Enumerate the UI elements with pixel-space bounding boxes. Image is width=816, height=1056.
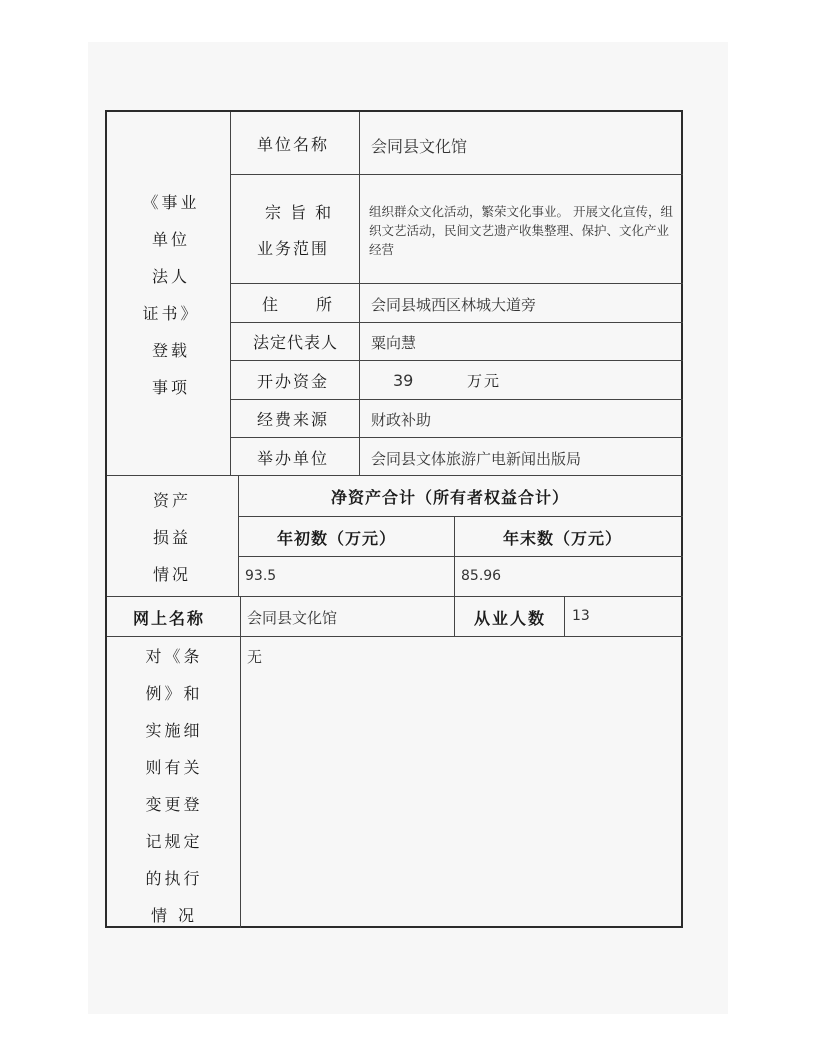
online-name-value: 会同县文化馆: [247, 609, 338, 627]
label-line: 事项: [151, 378, 190, 397]
divider: [240, 596, 241, 636]
divider: [240, 636, 241, 928]
capital-amount: 39: [393, 371, 414, 390]
divider: [230, 112, 231, 475]
label-line: 情 况: [150, 906, 198, 925]
purpose-value: 组织群众文化活动，繁荣文化事业。 开展文化宣传，组织文艺活动，民间文艺遗产收集整理、保护、文化产业经营: [369, 204, 673, 257]
label-line: 则有关: [145, 758, 203, 777]
divider: [230, 437, 683, 438]
divider: [238, 556, 683, 557]
label-line: 单位: [151, 230, 190, 249]
purpose-label-line1: 宗 旨 和: [265, 203, 334, 222]
divider: [238, 475, 239, 596]
begin-year-label: 年初数（万元）: [277, 529, 397, 548]
label-line: 变更登: [145, 795, 203, 814]
label-line: 的执行: [145, 869, 203, 888]
label-line: 情况: [152, 565, 191, 584]
divider: [107, 475, 683, 476]
funding-label: 经费来源: [257, 410, 330, 429]
legal-rep-value: 粟向慧: [371, 334, 417, 352]
purpose-label-line2: 业务范围: [257, 239, 330, 258]
end-year-value: 85.96: [461, 568, 502, 584]
address-value: 会同县城西区林城大道旁: [371, 296, 537, 314]
divider: [230, 399, 683, 400]
staff-count-label: 从业人数: [474, 609, 547, 628]
divider: [230, 322, 683, 323]
sponsor-label: 举办单位: [257, 449, 330, 468]
label-line: 登载: [151, 341, 190, 360]
label-line: 法人: [151, 267, 190, 286]
divider: [230, 174, 683, 175]
divider: [454, 516, 455, 596]
staff-count-value: 13: [572, 608, 590, 624]
divider: [230, 360, 683, 361]
divider: [230, 283, 683, 284]
label-line: 损益: [152, 528, 191, 547]
compliance-value: 无: [247, 648, 263, 666]
unit-name-value: 会同县文化馆: [371, 137, 468, 156]
net-assets-header: 净资产合计（所有者权益合计）: [331, 488, 570, 507]
capital-unit: 万元: [467, 372, 502, 390]
label-line: 实施细: [145, 721, 203, 740]
registration-form: [105, 110, 683, 928]
end-year-label: 年末数（万元）: [503, 529, 623, 548]
registration-section-label: [125, 184, 217, 406]
divider: [564, 596, 565, 636]
begin-year-value: 93.5: [245, 568, 277, 584]
assets-section-label: [132, 482, 212, 593]
funding-value: 财政补助: [371, 411, 432, 429]
divider: [107, 636, 683, 637]
label-line: 资产: [152, 491, 191, 510]
online-name-label: 网上名称: [133, 609, 206, 628]
label-line: 例》和: [145, 684, 203, 703]
legal-rep-label: 法定代表人: [253, 333, 339, 352]
capital-label: 开办资金: [257, 372, 330, 391]
compliance-section-label: [129, 638, 219, 934]
divider: [359, 112, 360, 475]
divider: [107, 596, 683, 597]
address-label: 住 所: [262, 295, 335, 314]
divider: [454, 596, 455, 636]
label-line: 《事业: [142, 193, 200, 212]
sponsor-value: 会同县文体旅游广电新闻出版局: [371, 450, 582, 468]
label-line: 对《条: [145, 647, 203, 666]
divider: [238, 516, 683, 517]
label-line: 记规定: [145, 832, 203, 851]
unit-name-label: 单位名称: [257, 135, 330, 154]
label-line: 证书》: [142, 304, 200, 323]
